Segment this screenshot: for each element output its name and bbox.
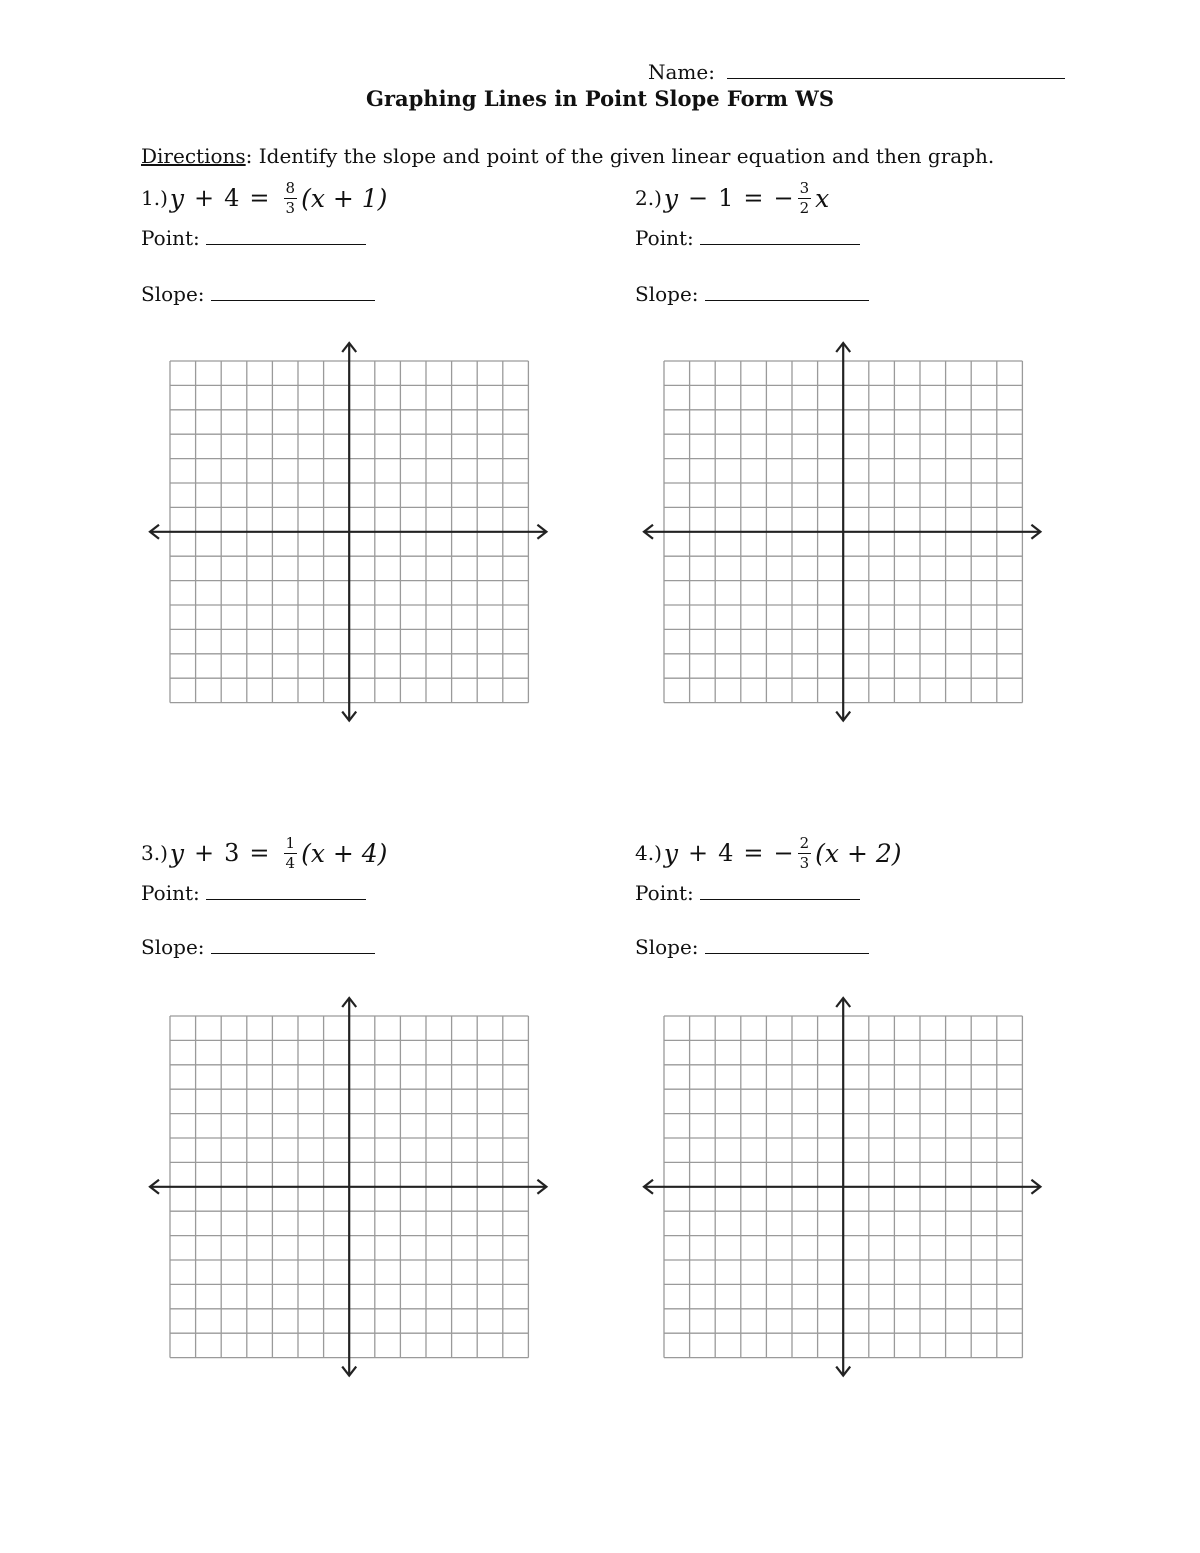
lhs-op: + bbox=[194, 839, 215, 867]
coordinate-grid-3[interactable] bbox=[140, 990, 560, 1385]
slope-field[interactable] bbox=[635, 282, 869, 306]
directions bbox=[141, 144, 994, 168]
fraction-denominator: 3 bbox=[799, 853, 810, 872]
equation-2 bbox=[635, 168, 829, 228]
point-field[interactable] bbox=[635, 881, 860, 905]
point-label: Point: bbox=[141, 881, 200, 905]
slope-sign: − bbox=[773, 184, 794, 212]
point-blank[interactable] bbox=[700, 226, 860, 245]
lhs-var: y bbox=[663, 183, 679, 213]
lhs-const: 3 bbox=[224, 839, 240, 867]
fraction-denominator: 4 bbox=[285, 853, 296, 872]
slope-field[interactable] bbox=[141, 935, 375, 959]
axes bbox=[150, 343, 546, 721]
point-field[interactable] bbox=[141, 881, 366, 905]
rhs-expression: (x + 1) bbox=[301, 183, 388, 213]
slope-field[interactable] bbox=[141, 282, 375, 306]
name-blank[interactable] bbox=[727, 60, 1065, 79]
slope-blank[interactable] bbox=[705, 282, 869, 301]
point-label: Point: bbox=[141, 226, 200, 250]
lhs-var: y bbox=[169, 838, 185, 868]
lhs-const: 4 bbox=[718, 839, 734, 867]
equals-sign: = bbox=[249, 184, 270, 212]
point-field[interactable] bbox=[635, 226, 860, 250]
name-label: Name: bbox=[648, 60, 715, 84]
coordinate-grid-1[interactable] bbox=[140, 335, 560, 730]
lhs-op: + bbox=[194, 184, 215, 212]
rhs-expression: x bbox=[815, 183, 830, 213]
point-blank[interactable] bbox=[206, 226, 366, 245]
rhs-expression: (x + 2) bbox=[815, 838, 902, 868]
axes bbox=[644, 343, 1040, 721]
problem-number: 4.) bbox=[635, 841, 662, 865]
fraction-numerator: 3 bbox=[799, 178, 810, 197]
rhs-expression: (x + 4) bbox=[301, 838, 388, 868]
point-blank[interactable] bbox=[700, 881, 860, 900]
lhs-op: − bbox=[688, 184, 709, 212]
fraction-numerator: 2 bbox=[799, 833, 810, 852]
slope-label: Slope: bbox=[635, 282, 699, 306]
slope-blank[interactable] bbox=[705, 935, 869, 954]
fraction-numerator: 8 bbox=[285, 178, 296, 197]
fraction-denominator: 3 bbox=[285, 198, 296, 217]
fraction-numerator: 1 bbox=[285, 833, 296, 852]
point-label: Point: bbox=[635, 881, 694, 905]
slope-fraction bbox=[284, 833, 298, 872]
equals-sign: = bbox=[743, 184, 764, 212]
equation-3 bbox=[141, 823, 387, 883]
coordinate-grid-4[interactable] bbox=[634, 990, 1054, 1385]
problem-number: 2.) bbox=[635, 186, 662, 210]
lhs-op: + bbox=[688, 839, 709, 867]
equals-sign: = bbox=[249, 839, 270, 867]
point-label: Point: bbox=[635, 226, 694, 250]
worksheet-title: Graphing Lines in Point Slope Form WS bbox=[366, 86, 834, 111]
fraction-denominator: 2 bbox=[799, 198, 810, 217]
point-field[interactable] bbox=[141, 226, 366, 250]
name-field[interactable] bbox=[648, 60, 1065, 84]
coordinate-grid-2[interactable] bbox=[634, 335, 1054, 730]
directions-label: Directions bbox=[141, 144, 246, 168]
slope-blank[interactable] bbox=[211, 282, 375, 301]
slope-blank[interactable] bbox=[211, 935, 375, 954]
equation-4 bbox=[635, 823, 902, 883]
axes bbox=[644, 998, 1040, 1376]
problem-number: 1.) bbox=[141, 186, 168, 210]
equation-1 bbox=[141, 168, 387, 228]
slope-label: Slope: bbox=[635, 935, 699, 959]
slope-sign: − bbox=[773, 839, 794, 867]
slope-label: Slope: bbox=[141, 282, 205, 306]
slope-fraction bbox=[798, 178, 812, 217]
slope-label: Slope: bbox=[141, 935, 205, 959]
directions-text: : Identify the slope and point of the given linear equation and then graph. bbox=[245, 144, 995, 168]
slope-fraction bbox=[284, 178, 298, 217]
slope-field[interactable] bbox=[635, 935, 869, 959]
axes bbox=[150, 998, 546, 1376]
point-blank[interactable] bbox=[206, 881, 366, 900]
lhs-var: y bbox=[663, 838, 679, 868]
lhs-const: 1 bbox=[718, 184, 734, 212]
equals-sign: = bbox=[743, 839, 764, 867]
lhs-const: 4 bbox=[224, 184, 240, 212]
problem-number: 3.) bbox=[141, 841, 168, 865]
lhs-var: y bbox=[169, 183, 185, 213]
slope-fraction bbox=[798, 833, 812, 872]
